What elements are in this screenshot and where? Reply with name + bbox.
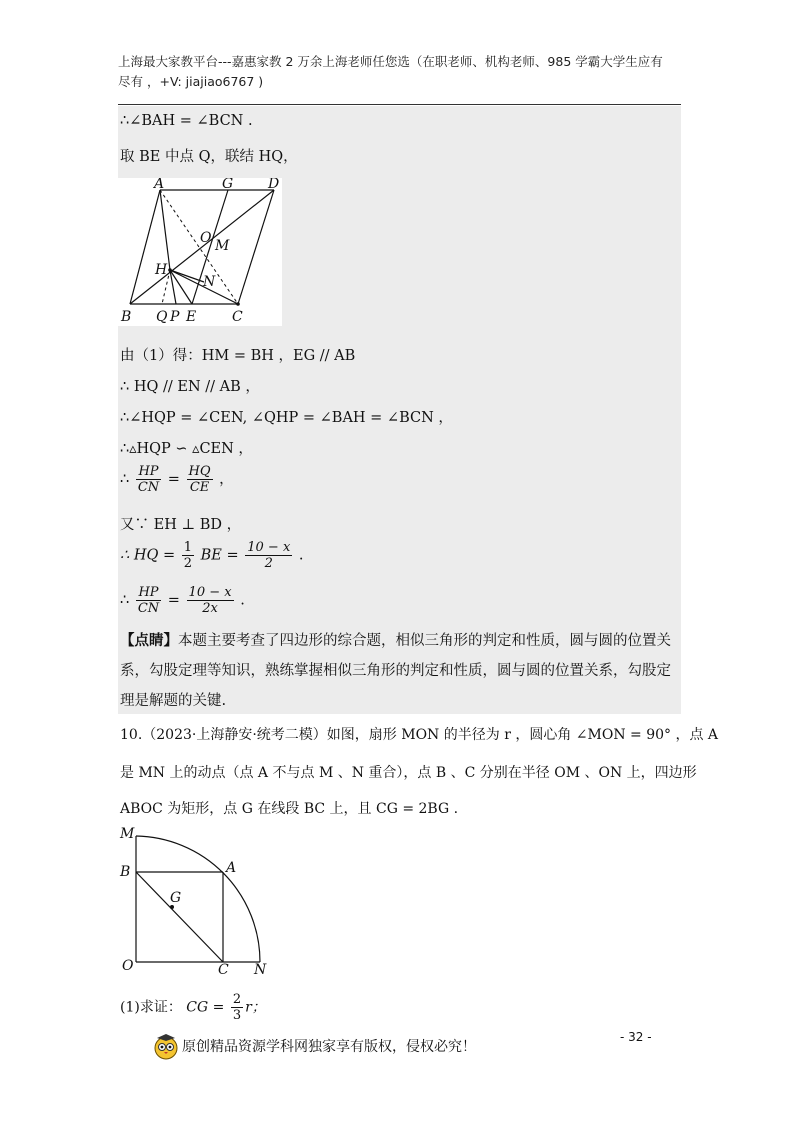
problem-line-1: 10.（2023·上海静安·统考二模）如图，扇形 MON 的半径为 r ，圆心角 ∠MON = 90° ，点 A bbox=[120, 727, 719, 743]
owl-logo-icon bbox=[152, 1032, 180, 1060]
solution-line-1: ∴∠BAH = ∠BCN . bbox=[120, 113, 253, 129]
fraction-10-x-over-2: $\frac{10 - x}{2}$ bbox=[247, 540, 291, 571]
comment-paragraph bbox=[120, 626, 680, 716]
solution-line-10: ∴ $\frac{HP}{CN}$ = $\frac{10 - x}{2x}$ . bbox=[120, 585, 245, 616]
problem-line-3: ABOC 为矩形，点 G 在线段 BC 上，且 CG = 2BG . bbox=[120, 801, 459, 817]
label-E: E bbox=[186, 309, 197, 325]
label-O: O bbox=[200, 230, 212, 246]
parallelogram-diagram bbox=[118, 178, 282, 326]
fraction-hq-ce: $\frac{HQ}{CE}$ bbox=[188, 464, 211, 495]
fraction-half: $\frac{1}{2}$ bbox=[183, 540, 193, 571]
label-M: M bbox=[120, 826, 135, 842]
label-G: G bbox=[170, 890, 182, 906]
label-P: P bbox=[170, 309, 180, 325]
fraction-10-x-over-2x: $\frac{10 - x}{2x}$ bbox=[188, 585, 232, 616]
solution-line-9: ∴ HQ = $\frac{1}{2}$ BE = $\frac{10 - x}{2}$ . bbox=[120, 540, 304, 571]
fraction-hp-cn-2: $\frac{HP}{CN}$ bbox=[137, 585, 160, 616]
solution-line-4: ∴ HQ // EN // AB ， bbox=[120, 379, 260, 395]
page-footer bbox=[150, 1030, 690, 1060]
fraction-two-thirds: $\frac{2}{3}$ bbox=[232, 992, 242, 1023]
problem-line-2: 是 MN 上的动点（点 A 不与点 M 、N 重合），点 B 、C 分别在半径 OM 、ON 上，四边形 bbox=[120, 765, 697, 781]
label-D: D bbox=[268, 178, 280, 192]
solution-line-6: ∴▵HQP ∽ ▵CEN ， bbox=[120, 441, 253, 457]
label-C: C bbox=[218, 962, 229, 978]
page-number: - 32 - bbox=[620, 1030, 652, 1044]
solution-line-5: ∴∠HQP = ∠CEN, ∠QHP = ∠BAH = ∠BCN ， bbox=[120, 410, 453, 426]
label-C: C bbox=[232, 309, 243, 325]
sector-diagram bbox=[114, 822, 274, 978]
label-M: M bbox=[215, 238, 230, 254]
solution-line-2: 取 BE 中点 Q，联结 HQ， bbox=[120, 149, 298, 165]
fraction-hp-cn: $\frac{HP}{CN}$ bbox=[137, 464, 160, 495]
label-B: B bbox=[121, 309, 132, 325]
label-N: N bbox=[203, 274, 216, 290]
page-header bbox=[118, 52, 678, 92]
question-1: (1)求证： CG = $\frac{2}{3}$ r； bbox=[120, 992, 266, 1023]
label-A: A bbox=[226, 860, 237, 876]
solution-line-7: ∴ $\frac{HP}{CN}$ = $\frac{HQ}{CE}$ ， bbox=[120, 464, 234, 495]
label-N: N bbox=[254, 962, 267, 978]
copyright-notice: 原创精品资源学科网独家享有版权，侵权必究！ bbox=[182, 1039, 476, 1055]
label-G: G bbox=[222, 178, 234, 192]
header-divider bbox=[118, 104, 681, 105]
header-line-2: 尽有 ，+V: jiajiao6767 ) bbox=[118, 74, 264, 89]
header-line-1: 上海最大家教平台---嘉惠家教 2 万余上海老师任您选（在职老师、机构老师、985 学霸大学生应有 bbox=[118, 54, 663, 69]
label-Q: Q bbox=[156, 309, 168, 325]
label-O: O bbox=[122, 958, 134, 974]
comment-text: 本题主要考查了四边形的综合题，相似三角形的判定和性质，圆与圆的位置关系，勾股定理等知识，熟练掌握相似三角形的判定和性质，圆与圆的位置关系，勾股定理是解题的关键. bbox=[120, 633, 671, 709]
comment-label: 【点睛】 bbox=[120, 632, 178, 649]
label-H: H bbox=[155, 262, 168, 278]
solution-line-8: 又∵ EH ⊥ BD ， bbox=[120, 517, 242, 533]
solution-line-3: 由（1）得：HM = BH ，EG // AB bbox=[120, 348, 356, 364]
label-A: A bbox=[154, 178, 165, 192]
label-B: B bbox=[120, 864, 131, 880]
